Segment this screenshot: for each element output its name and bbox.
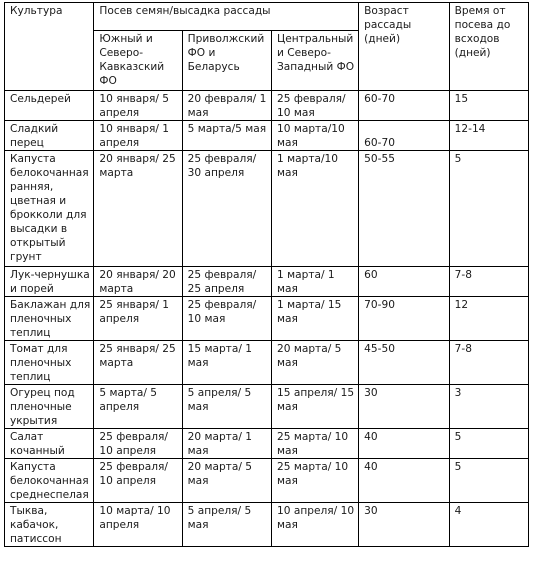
header-culture: Культура (5, 3, 94, 91)
cell-time: 7-8 (449, 341, 528, 385)
cell-age (359, 121, 449, 151)
cell-south: 25 января/ 25 марта (94, 341, 182, 385)
cell-age: 30 (359, 385, 449, 429)
header-region-south: Южный и Северо-Кавказский ФО (94, 31, 182, 91)
cell-central: 15 апреля/ 15 мая (272, 385, 359, 429)
cell-volga: 25 февраля/ 25 апреля (182, 267, 271, 297)
cell-central: 25 февраля/ 10 мая (272, 91, 359, 121)
cell-south: 10 января/ 1 апреля (94, 121, 182, 151)
cell-culture: Баклажан для пленочных теплиц (5, 297, 94, 341)
header-sowing-group: Посев семян/высадка рассады (94, 3, 359, 31)
table-row (5, 503, 529, 547)
cell-time: 5 (449, 429, 528, 459)
cell-central: 1 марта/ 1 мая (272, 267, 359, 297)
header-region-volga: Приволжский ФО и Беларусь (182, 31, 271, 91)
cell-volga: 25 февраля/ 30 апреля (182, 151, 271, 267)
cell-central: 20 марта/ 5 мая (272, 341, 359, 385)
table-row (5, 297, 529, 341)
cell-time: 5 (449, 151, 528, 267)
cell-volga: 25 февраля/ 10 мая (182, 297, 271, 341)
cell-volga: 20 марта/ 5 мая (182, 459, 271, 503)
cell-culture: Томат для пленочных теплиц (5, 341, 94, 385)
cell-south: 20 января/ 25 марта (94, 151, 182, 267)
table-row (5, 429, 529, 459)
cell-south: 20 января/ 20 марта (94, 267, 182, 297)
cell-central: 25 марта/ 10 мая (272, 459, 359, 503)
cell-time: 4 (449, 503, 528, 547)
header-time: Время от посева до всходов (дней) (449, 3, 528, 91)
cell-age: 60 (359, 267, 449, 297)
cell-volga: 20 февраля/ 1 мая (182, 91, 271, 121)
table-row (5, 151, 529, 267)
cell-south: 10 января/ 5 апреля (94, 91, 182, 121)
cell-time: 3 (449, 385, 528, 429)
cell-central: 1 марта/ 15 мая (272, 297, 359, 341)
table-row (5, 341, 529, 385)
cell-culture: Сладкий перец (5, 121, 94, 151)
cell-time: 5 (449, 459, 528, 503)
cell-culture: Капуста белокочанная ранняя, цветная и брокколи для высадки в открытый грунт (5, 151, 94, 267)
cell-time: 15 (449, 91, 528, 121)
cell-central: 10 марта/10 мая (272, 121, 359, 151)
header-region-central: Центральный и Северо-Западный ФО (272, 31, 359, 91)
cell-culture: Тыква, кабачок, патиссон (5, 503, 94, 547)
cell-volga: 5 марта/5 мая (182, 121, 271, 151)
cell-south: 25 января/ 1 апреля (94, 297, 182, 341)
cell-volga: 5 апреля/ 5 мая (182, 503, 271, 547)
cell-time: 12-14 (449, 121, 528, 151)
cell-south: 25 февраля/ 10 апреля (94, 459, 182, 503)
cell-culture: Огурец под пленочные укрытия (5, 385, 94, 429)
cell-central: 1 марта/10 мая (272, 151, 359, 267)
cell-volga: 20 марта/ 1 мая (182, 429, 271, 459)
header-age: Возраст рассады (дней) (359, 3, 449, 91)
cell-south: 25 февраля/ 10 апреля (94, 429, 182, 459)
table-row (5, 267, 529, 297)
cell-culture: Сельдерей (5, 91, 94, 121)
cell-age: 60-70 (359, 91, 449, 121)
table-row (5, 459, 529, 503)
cell-time: 7-8 (449, 267, 528, 297)
cell-volga: 5 апреля/ 5 мая (182, 385, 271, 429)
cell-age-value: 60-70 (364, 137, 395, 149)
cell-south: 10 марта/ 10 апреля (94, 503, 182, 547)
cell-culture: Салат кочанный (5, 429, 94, 459)
cell-age: 45-50 (359, 341, 449, 385)
cell-age: 70-90 (359, 297, 449, 341)
header-row (5, 3, 529, 31)
cell-age: 30 (359, 503, 449, 547)
cell-central: 25 марта/ 10 мая (272, 429, 359, 459)
sowing-table (4, 2, 529, 547)
cell-volga: 15 марта/ 1 мая (182, 341, 271, 385)
cell-time: 12 (449, 297, 528, 341)
cell-age: 40 (359, 459, 449, 503)
cell-culture: Капуста белокочанная среднеспелая (5, 459, 94, 503)
table-row (5, 121, 529, 151)
table-row (5, 91, 529, 121)
table-row (5, 385, 529, 429)
cell-central: 10 апреля/ 10 мая (272, 503, 359, 547)
cell-culture: Лук-чернушка и порей (5, 267, 94, 297)
cell-age: 40 (359, 429, 449, 459)
cell-south: 5 марта/ 5 апреля (94, 385, 182, 429)
cell-age: 50-55 (359, 151, 449, 267)
